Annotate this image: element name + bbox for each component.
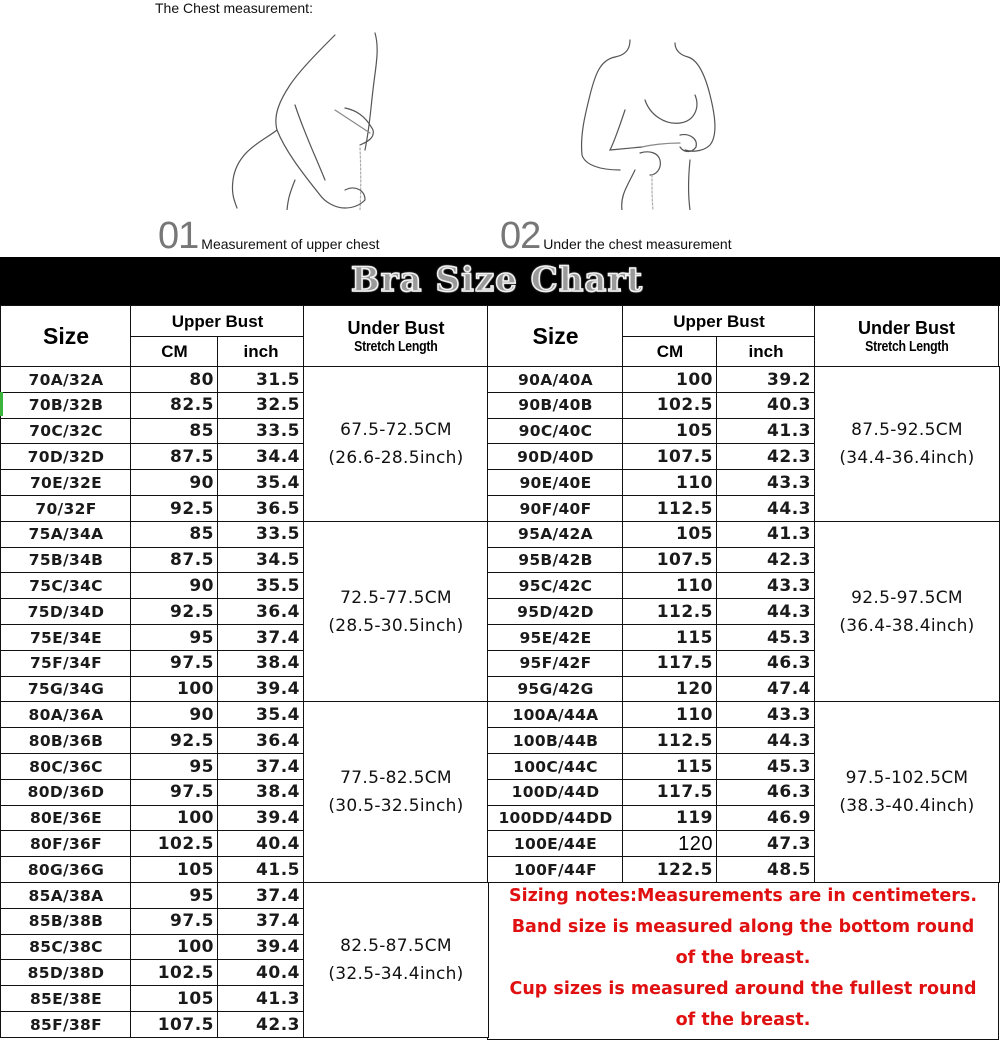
- upper-bust-inch-cell: 45.3: [716, 753, 816, 780]
- upper-bust-cm-cell: 95: [130, 753, 219, 780]
- size-cell: 80G/36G: [0, 856, 132, 883]
- under-bust-cm: 92.5-97.5CM: [851, 587, 963, 608]
- size-cell: 100E/44E: [487, 830, 624, 857]
- header-under-bust: [303, 305, 489, 367]
- upper-bust-inch-cell: 36.4: [217, 727, 305, 754]
- size-cell: 85C/38C: [0, 934, 132, 961]
- under-bust-range-cell: [814, 366, 1000, 522]
- upper-bust-cm-cell: 112.5: [622, 598, 718, 625]
- upper-bust-cm-cell: 107.5: [622, 443, 718, 470]
- under-bust-inch: (38.3-40.4inch): [839, 796, 975, 817]
- upper-bust-cm-cell: 80: [130, 366, 219, 393]
- header-under-bust: [814, 305, 999, 367]
- under-bust-inch: (34.4-36.4inch): [839, 448, 975, 469]
- upper-bust-cm-cell: 92.5: [130, 598, 219, 625]
- note-line: Cup sizes is measured around the fullest round: [509, 979, 977, 999]
- upper-bust-inch-cell: 43.3: [716, 469, 816, 496]
- note-line: Band size is measured along the bottom round: [511, 917, 975, 937]
- header-size: Size: [0, 305, 132, 367]
- size-cell: 80D/36D: [0, 779, 132, 806]
- step-label: Measurement of upper chest: [201, 236, 380, 252]
- upper-bust-inch-cell: 44.3: [716, 495, 816, 522]
- upper-bust-cm-cell: 92.5: [130, 727, 219, 754]
- upper-bust-cm-cell: 95: [130, 882, 219, 909]
- upper-bust-cm-cell: 120: [622, 830, 718, 857]
- size-cell: 80B/36B: [0, 727, 132, 754]
- step-2-caption: [500, 215, 732, 257]
- size-cell: 100DD/44DD: [487, 805, 624, 832]
- header-inch: inch: [716, 336, 816, 367]
- size-cell: 90D/40D: [487, 443, 624, 470]
- upper-bust-cm-cell: 115: [622, 624, 718, 651]
- size-cell: 75G/34G: [0, 676, 132, 703]
- upper-bust-cm-cell: 102.5: [130, 830, 219, 857]
- upper-bust-inch-cell: 42.3: [716, 443, 816, 470]
- upper-bust-cm-cell: 112.5: [622, 495, 718, 522]
- upper-bust-cm-cell: 95: [130, 624, 219, 651]
- upper-bust-cm-cell: 112.5: [622, 727, 718, 754]
- upper-bust-inch-cell: 42.3: [716, 547, 816, 574]
- note-line: Sizing notes:Measurements are in centimeters.: [509, 886, 977, 906]
- under-chest-illustration: [580, 35, 740, 210]
- size-cell: 85F/38F: [0, 1011, 132, 1038]
- upper-bust-cm-cell: 105: [622, 521, 718, 548]
- under-bust-range-cell: [303, 366, 489, 522]
- size-cell: 95D/42D: [487, 598, 624, 625]
- upper-bust-cm-cell: 122.5: [622, 856, 718, 883]
- size-cell: 95G/42G: [487, 676, 624, 703]
- size-cell: 90A/40A: [487, 366, 624, 393]
- row-marker: [0, 392, 3, 416]
- under-bust-cm: 82.5-87.5CM: [340, 936, 452, 957]
- size-cell: 80A/36A: [0, 701, 132, 728]
- size-cell: 90B/40B: [487, 392, 624, 419]
- upper-bust-inch-cell: 31.5: [217, 366, 305, 393]
- upper-bust-cm-cell: 105: [130, 985, 219, 1012]
- upper-bust-cm-cell: 117.5: [622, 650, 718, 677]
- note-line: of the breast.: [675, 1010, 811, 1030]
- under-bust-inch: (26.6-28.5inch): [328, 448, 464, 469]
- upper-bust-inch-cell: 40.4: [217, 959, 305, 986]
- note-line: of the breast.: [675, 948, 811, 968]
- upper-bust-cm-cell: 119: [622, 805, 718, 832]
- upper-bust-cm-cell: 100: [130, 805, 219, 832]
- upper-chest-illustration: [225, 30, 395, 210]
- size-cell: 85A/38A: [0, 882, 132, 909]
- upper-bust-inch-cell: 33.5: [217, 521, 305, 548]
- size-cell: 90C/40C: [487, 418, 624, 445]
- upper-bust-cm-cell: 117.5: [622, 779, 718, 806]
- upper-bust-inch-cell: 42.3: [217, 1011, 305, 1038]
- upper-bust-cm-cell: 100: [622, 366, 718, 393]
- upper-bust-inch-cell: 40.3: [716, 392, 816, 419]
- upper-bust-inch-cell: 34.5: [217, 547, 305, 574]
- step-number: 01: [158, 215, 199, 257]
- upper-bust-cm-cell: 100: [130, 676, 219, 703]
- upper-bust-inch-cell: 41.3: [716, 418, 816, 445]
- upper-bust-inch-cell: 39.4: [217, 934, 305, 961]
- under-bust-range-cell: [303, 701, 489, 883]
- upper-bust-inch-cell: 43.3: [716, 701, 816, 728]
- size-cell: 75B/34B: [0, 547, 132, 574]
- under-bust-range-cell: [303, 882, 489, 1038]
- measurement-guide: [0, 0, 1000, 257]
- upper-bust-cm-cell: 90: [130, 572, 219, 599]
- under-bust-cm: 97.5-102.5CM: [845, 768, 969, 789]
- upper-bust-inch-cell: 33.5: [217, 418, 305, 445]
- size-cell: 100F/44F: [487, 856, 624, 883]
- size-cell: 95B/42B: [487, 547, 624, 574]
- upper-bust-inch-cell: 45.3: [716, 624, 816, 651]
- header-upper-bust: Upper Bust: [130, 305, 305, 338]
- header-inch: inch: [217, 336, 305, 367]
- under-bust-cm: 67.5-72.5CM: [340, 420, 452, 441]
- size-cell: 95C/42C: [487, 572, 624, 599]
- size-cell: 95E/42E: [487, 624, 624, 651]
- upper-bust-inch-cell: 46.3: [716, 779, 816, 806]
- size-cell: 90E/40E: [487, 469, 624, 496]
- chart-title: Bra Size Chart: [350, 260, 644, 300]
- size-cell: 70B/32B: [0, 392, 132, 419]
- upper-bust-cm-cell: 115: [622, 753, 718, 780]
- upper-bust-cm-cell: 120: [622, 676, 718, 703]
- header-cm: CM: [130, 336, 219, 367]
- upper-bust-inch-cell: 35.4: [217, 701, 305, 728]
- step-1-caption: [158, 215, 380, 257]
- upper-bust-inch-cell: 47.4: [716, 676, 816, 703]
- under-bust-cm: 87.5-92.5CM: [851, 420, 963, 441]
- size-cell: 75A/34A: [0, 521, 132, 548]
- upper-bust-inch-cell: 37.4: [217, 624, 305, 651]
- upper-bust-inch-cell: 48.5: [716, 856, 816, 883]
- header-under-bust-label: Under Bust: [857, 317, 955, 338]
- upper-bust-inch-cell: 32.5: [217, 392, 305, 419]
- upper-bust-cm-cell: 107.5: [622, 547, 718, 574]
- upper-bust-inch-cell: 35.4: [217, 469, 305, 496]
- size-cell: 95A/42A: [487, 521, 624, 548]
- under-bust-cm: 77.5-82.5CM: [340, 768, 452, 789]
- upper-bust-cm-cell: 110: [622, 701, 718, 728]
- upper-bust-cm-cell: 102.5: [622, 392, 718, 419]
- upper-bust-cm-cell: 110: [622, 572, 718, 599]
- header-stretch-length-label: Stretch Length: [864, 337, 949, 355]
- upper-bust-inch-cell: 44.3: [716, 727, 816, 754]
- header-cm: CM: [622, 336, 718, 367]
- size-cell: 75E/34E: [0, 624, 132, 651]
- upper-bust-cm-cell: 107.5: [130, 1011, 219, 1038]
- upper-bust-cm-cell: 85: [130, 418, 219, 445]
- size-chart-table: [0, 305, 1000, 1040]
- chest-measurement-title: The Chest measurement:: [155, 0, 313, 16]
- upper-bust-cm-cell: 87.5: [130, 547, 219, 574]
- size-cell: 85D/38D: [0, 959, 132, 986]
- upper-bust-inch-cell: 38.4: [217, 650, 305, 677]
- header-under-bust-label: Under Bust: [347, 317, 445, 338]
- upper-bust-cm-cell: 100: [130, 934, 219, 961]
- size-cell: 85E/38E: [0, 985, 132, 1012]
- upper-bust-inch-cell: 38.4: [217, 779, 305, 806]
- size-cell: 70C/32C: [0, 418, 132, 445]
- size-cell: 100B/44B: [487, 727, 624, 754]
- under-bust-cm: 72.5-77.5CM: [340, 587, 452, 608]
- upper-bust-cm-cell: 90: [130, 701, 219, 728]
- sizing-notes: [487, 880, 999, 1040]
- size-cell: 100D/44D: [487, 779, 624, 806]
- upper-bust-cm-cell: 87.5: [130, 443, 219, 470]
- under-bust-range-cell: [814, 701, 1000, 883]
- upper-bust-inch-cell: 43.3: [716, 572, 816, 599]
- upper-bust-inch-cell: 36.5: [217, 495, 305, 522]
- upper-bust-inch-cell: 36.4: [217, 598, 305, 625]
- size-cell: 70A/32A: [0, 366, 132, 393]
- upper-bust-inch-cell: 37.4: [217, 753, 305, 780]
- upper-bust-inch-cell: 47.3: [716, 830, 816, 857]
- upper-bust-cm-cell: 97.5: [130, 650, 219, 677]
- upper-bust-inch-cell: 37.4: [217, 908, 305, 935]
- upper-bust-inch-cell: 39.4: [217, 676, 305, 703]
- upper-bust-inch-cell: 46.9: [716, 805, 816, 832]
- step-label: Under the chest measurement: [543, 236, 732, 252]
- size-cell: 80F/36F: [0, 830, 132, 857]
- upper-bust-inch-cell: 35.5: [217, 572, 305, 599]
- size-cell: 75C/34C: [0, 572, 132, 599]
- header-upper-bust: Upper Bust: [622, 305, 816, 338]
- upper-bust-inch-cell: 39.2: [716, 366, 816, 393]
- under-bust-range-cell: [814, 521, 1000, 703]
- size-cell: 95F/42F: [487, 650, 624, 677]
- upper-bust-cm-cell: 97.5: [130, 908, 219, 935]
- upper-bust-cm-cell: 82.5: [130, 392, 219, 419]
- header-stretch-length-label: Stretch Length: [354, 337, 438, 355]
- upper-bust-cm-cell: 105: [622, 418, 718, 445]
- under-bust-range-cell: [303, 521, 489, 703]
- size-cell: 75F/34F: [0, 650, 132, 677]
- upper-bust-inch-cell: 41.5: [217, 856, 305, 883]
- title-banner: [0, 257, 1000, 306]
- size-cell: 75D/34D: [0, 598, 132, 625]
- upper-bust-cm-cell: 102.5: [130, 959, 219, 986]
- upper-bust-inch-cell: 46.3: [716, 650, 816, 677]
- header-size: Size: [487, 305, 624, 367]
- upper-bust-inch-cell: 39.4: [217, 805, 305, 832]
- under-bust-inch: (36.4-38.4inch): [839, 615, 975, 636]
- upper-bust-cm-cell: 92.5: [130, 495, 219, 522]
- step-number: 02: [500, 215, 541, 257]
- upper-bust-inch-cell: 34.4: [217, 443, 305, 470]
- under-bust-inch: (32.5-34.4inch): [328, 964, 464, 985]
- upper-bust-inch-cell: 41.3: [217, 985, 305, 1012]
- size-cell: 100C/44C: [487, 753, 624, 780]
- upper-bust-cm-cell: 90: [130, 469, 219, 496]
- upper-bust-inch-cell: 40.4: [217, 830, 305, 857]
- size-cell: 100A/44A: [487, 701, 624, 728]
- size-cell: 70D/32D: [0, 443, 132, 470]
- size-cell: 80E/36E: [0, 805, 132, 832]
- upper-bust-cm-cell: 105: [130, 856, 219, 883]
- upper-bust-cm-cell: 85: [130, 521, 219, 548]
- size-cell: 80C/36C: [0, 753, 132, 780]
- size-cell: 90F/40F: [487, 495, 624, 522]
- upper-bust-inch-cell: 37.4: [217, 882, 305, 909]
- size-cell: 70/32F: [0, 495, 132, 522]
- upper-bust-cm-cell: 97.5: [130, 779, 219, 806]
- under-bust-inch: (28.5-30.5inch): [328, 615, 464, 636]
- upper-bust-cm-cell: 110: [622, 469, 718, 496]
- upper-bust-inch-cell: 41.3: [716, 521, 816, 548]
- upper-bust-inch-cell: 44.3: [716, 598, 816, 625]
- under-bust-inch: (30.5-32.5inch): [328, 796, 464, 817]
- size-cell: 85B/38B: [0, 908, 132, 935]
- size-cell: 70E/32E: [0, 469, 132, 496]
